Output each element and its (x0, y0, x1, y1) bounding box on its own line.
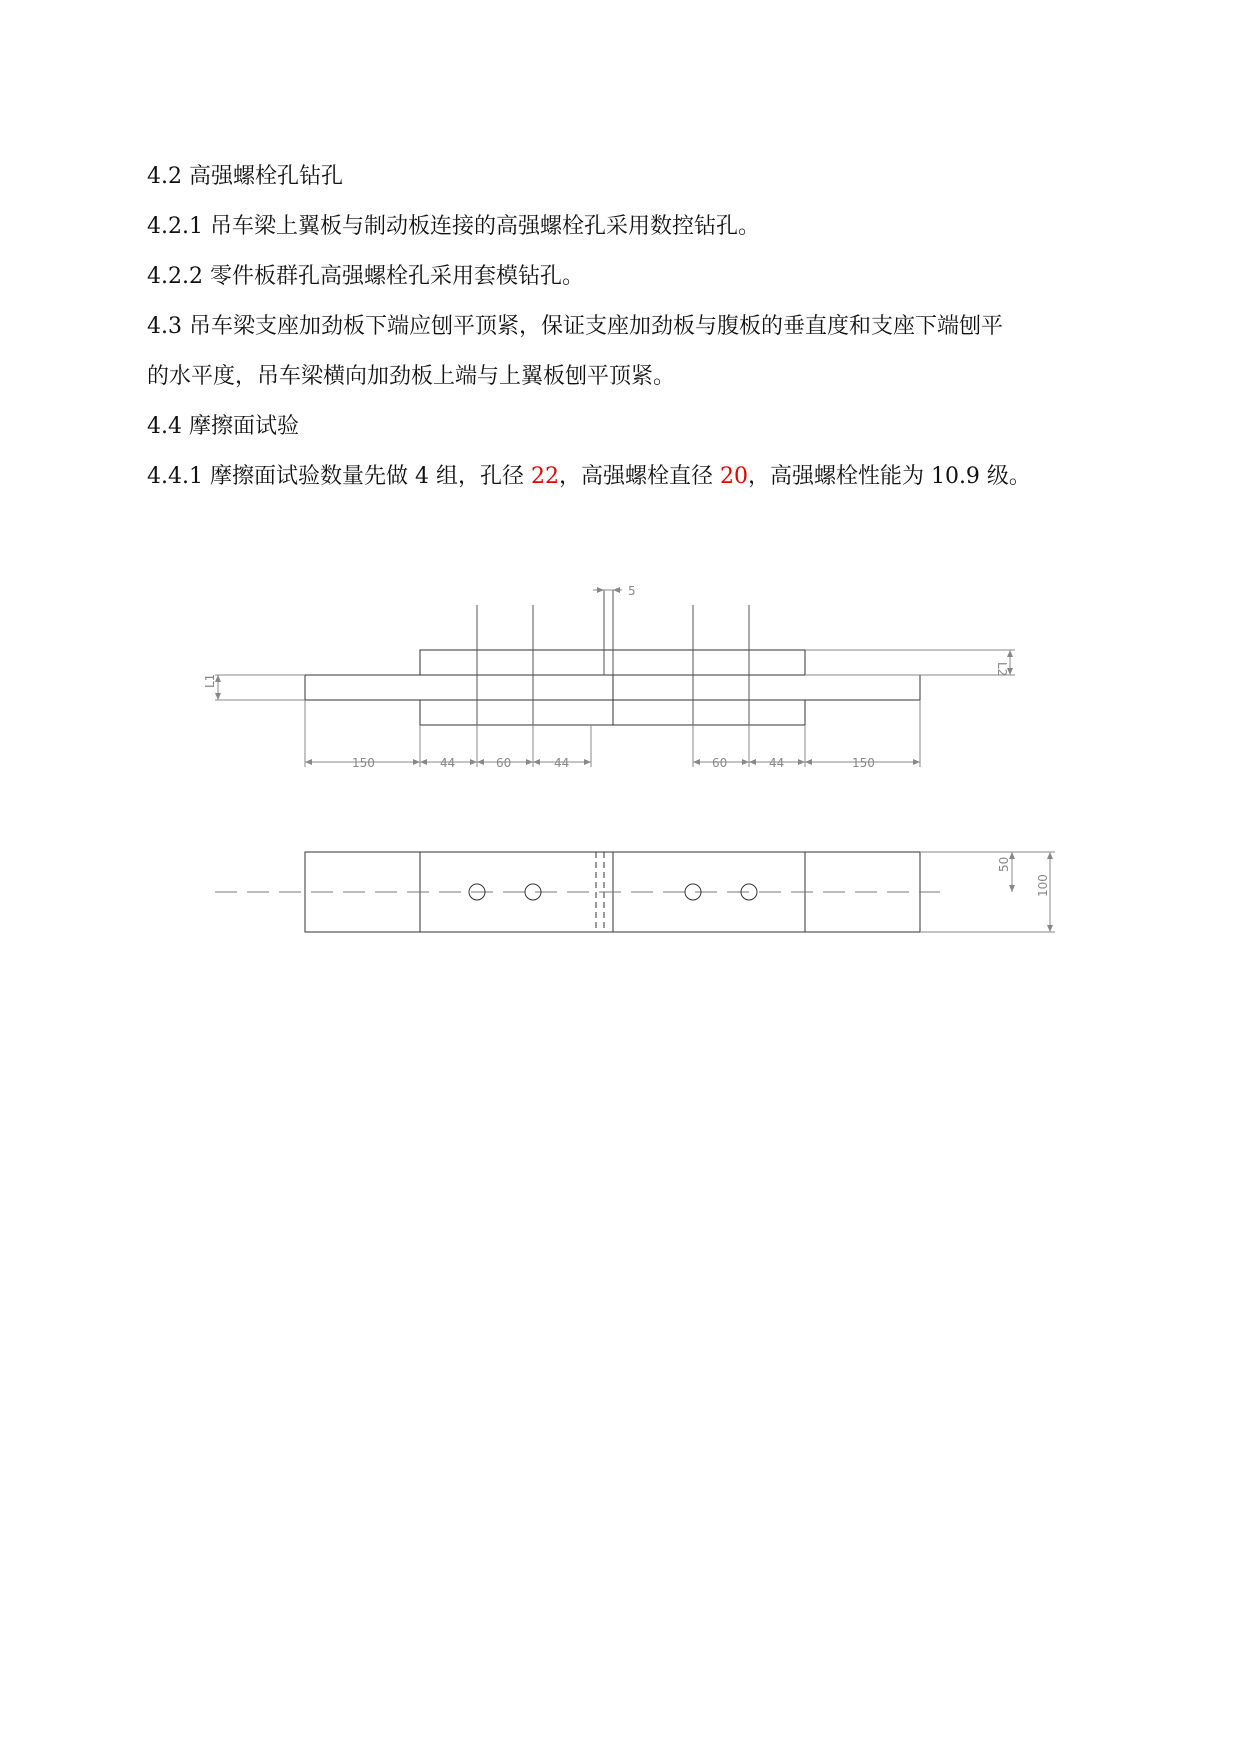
section-4-4-1-part2: ，高强螺栓直径 (558, 464, 720, 489)
section-4-2-1: 4.2.1 吊车梁上翼板与制动板连接的高强螺栓孔采用数控钻孔。 (147, 214, 760, 239)
hole-diameter-value: 22 (530, 464, 559, 489)
dim-left-60: 60 (496, 756, 512, 770)
dim-l2-label: L2 (995, 662, 1009, 677)
section-4-4-1-part3: ，高强螺栓性能为 10.9 级。 (747, 464, 1031, 489)
plan-view (215, 852, 940, 932)
dimension-lines (215, 590, 1015, 767)
dim-half-width-label: 50 (997, 856, 1011, 872)
elevation-view (305, 590, 920, 725)
section-4-4-1-part1: 4.4.1 摩擦面试验数量先做 4 组，孔径 (147, 464, 531, 489)
plan-dimensions (920, 852, 1055, 932)
dim-right-60: 60 (712, 756, 728, 770)
dim-l1-label: L1 (203, 673, 217, 688)
bolt-diameter-value: 20 (719, 464, 748, 489)
document-body (147, 152, 1107, 502)
section-4-3-line2: 的水平度，吊车梁横向加劲板上端与上翼板刨平顶紧。 (147, 364, 676, 389)
section-4-3-line1: 4.3 吊车梁支座加劲板下端应刨平顶紧，保证支座加劲板与腹板的垂直度和支座下端刨平 (147, 314, 1003, 339)
friction-test-drawing (0, 570, 1241, 950)
dim-left-44a: 44 (440, 756, 456, 770)
dim-left-150: 150 (352, 756, 375, 770)
section-4-4-1 (147, 452, 1107, 502)
dim-left-44b: 44 (554, 756, 570, 770)
dimension-arrows (215, 587, 1013, 765)
section-4-2-title: 4.2 高强螺栓孔钻孔 (147, 164, 343, 189)
section-4-2-2: 4.2.2 零件板群孔高强螺栓孔采用套模钻孔。 (147, 264, 584, 289)
dim-gap-label: 5 (628, 584, 636, 598)
dim-right-150: 150 (852, 756, 875, 770)
dim-right-44: 44 (769, 756, 785, 770)
dim-width-label: 100 (1036, 874, 1050, 897)
section-4-4-title: 4.4 摩擦面试验 (147, 414, 299, 439)
